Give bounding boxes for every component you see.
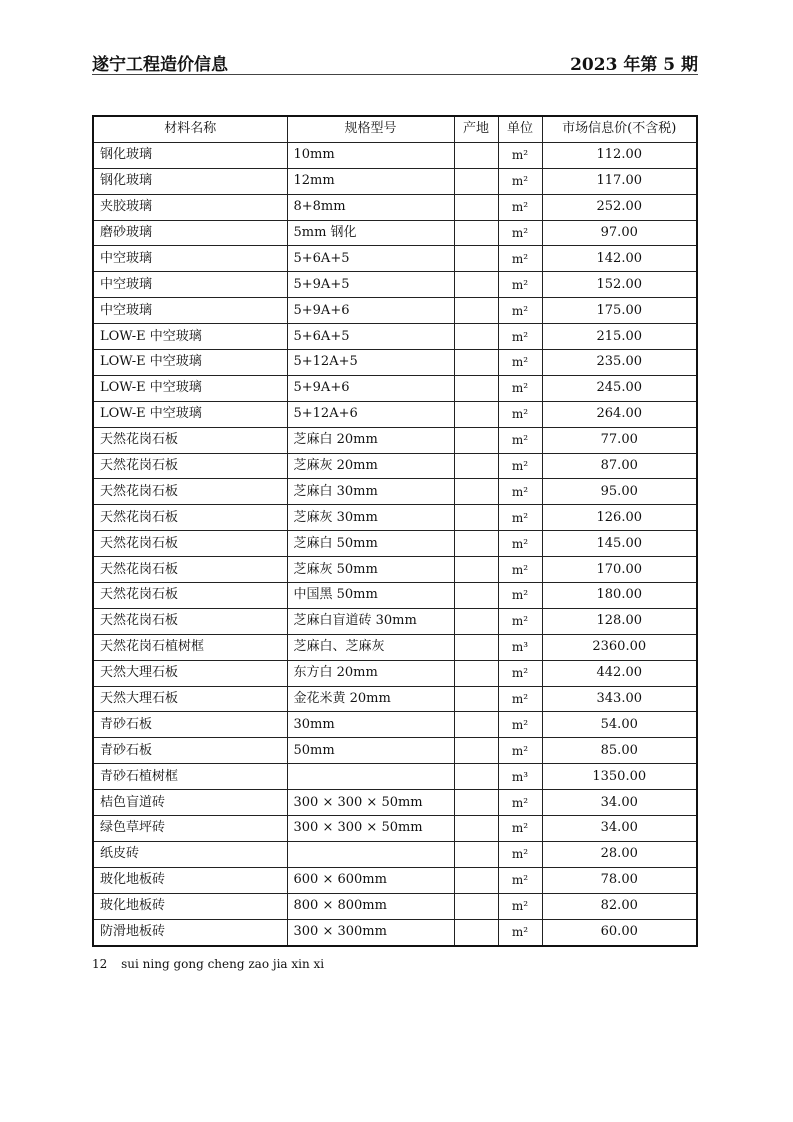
cell-unit: m² (498, 557, 542, 583)
cell-spec: 芝麻灰 30mm (287, 505, 454, 531)
cell-price: 78.00 (542, 867, 697, 893)
cell-price: 87.00 (542, 453, 697, 479)
table-row (93, 634, 697, 660)
cell-spec: 300 × 300 × 50mm (287, 790, 454, 816)
table-row (93, 790, 697, 816)
cell-origin (454, 298, 498, 324)
cell-material-name: 绿色草坪砖 (93, 816, 287, 842)
cell-spec (287, 764, 454, 790)
cell-price: 175.00 (542, 298, 697, 324)
cell-origin (454, 401, 498, 427)
table-row (93, 919, 697, 945)
cell-price: 170.00 (542, 557, 697, 583)
cell-material-name: 磨砂玻璃 (93, 220, 287, 246)
cell-unit: m² (498, 298, 542, 324)
table-row (93, 608, 697, 634)
cell-spec: 5+9A+6 (287, 298, 454, 324)
table-row (93, 298, 697, 324)
table-row (93, 220, 697, 246)
cell-spec (287, 841, 454, 867)
cell-price: 60.00 (542, 919, 697, 945)
page-footer (92, 957, 324, 971)
table-row (93, 401, 697, 427)
cell-material-name: 天然花岗石板 (93, 427, 287, 453)
cell-spec: 中国黑 50mm (287, 583, 454, 609)
cell-material-name: 天然大理石板 (93, 686, 287, 712)
cell-origin (454, 893, 498, 919)
cell-material-name: 防滑地板砖 (93, 919, 287, 945)
table-row (93, 142, 697, 168)
cell-origin (454, 660, 498, 686)
footer-text: sui ning gong cheng zao jia xin xi (121, 957, 325, 971)
cell-price: 28.00 (542, 841, 697, 867)
table-row (93, 531, 697, 557)
cell-price: 54.00 (542, 712, 697, 738)
cell-unit: m² (498, 816, 542, 842)
cell-spec: 8+8mm (287, 194, 454, 220)
cell-origin (454, 453, 498, 479)
cell-price: 215.00 (542, 324, 697, 350)
cell-origin (454, 531, 498, 557)
cell-unit: m² (498, 168, 542, 194)
cell-spec: 金花米黄 20mm (287, 686, 454, 712)
cell-spec: 50mm (287, 738, 454, 764)
cell-price: 112.00 (542, 142, 697, 168)
cell-spec: 600 × 600mm (287, 867, 454, 893)
cell-price: 145.00 (542, 531, 697, 557)
cell-spec: 5mm 钢化 (287, 220, 454, 246)
cell-material-name: 天然花岗石植树框 (93, 634, 287, 660)
cell-material-name: 桔色盲道砖 (93, 790, 287, 816)
cell-origin (454, 505, 498, 531)
cell-price: 252.00 (542, 194, 697, 220)
cell-origin (454, 841, 498, 867)
cell-price: 34.00 (542, 790, 697, 816)
cell-unit: m² (498, 738, 542, 764)
cell-price: 126.00 (542, 505, 697, 531)
table-row (93, 557, 697, 583)
cell-unit: m² (498, 583, 542, 609)
cell-unit: m² (498, 142, 542, 168)
cell-origin (454, 764, 498, 790)
cell-material-name: 天然大理石板 (93, 660, 287, 686)
column-header-spec: 规格型号 (287, 116, 454, 142)
table-row (93, 324, 697, 350)
cell-price: 245.00 (542, 375, 697, 401)
cell-spec: 5+6A+5 (287, 324, 454, 350)
cell-origin (454, 867, 498, 893)
table-row (93, 660, 697, 686)
cell-price: 82.00 (542, 893, 697, 919)
cell-unit: m² (498, 686, 542, 712)
cell-price: 77.00 (542, 427, 697, 453)
publication-title: 遂宁工程造价信息 (92, 55, 228, 75)
cell-origin (454, 427, 498, 453)
cell-unit: m² (498, 246, 542, 272)
cell-spec: 5+12A+6 (287, 401, 454, 427)
cell-material-name: 天然花岗石板 (93, 453, 287, 479)
cell-origin (454, 194, 498, 220)
cell-origin (454, 324, 498, 350)
cell-spec: 芝麻白、芝麻灰 (287, 634, 454, 660)
cell-unit: m² (498, 841, 542, 867)
table-row (93, 427, 697, 453)
cell-spec: 东方白 20mm (287, 660, 454, 686)
cell-material-name: 玻化地板砖 (93, 867, 287, 893)
cell-spec: 300 × 300mm (287, 919, 454, 945)
cell-unit: m² (498, 427, 542, 453)
cell-material-name: 天然花岗石板 (93, 479, 287, 505)
cell-origin (454, 479, 498, 505)
cell-origin (454, 816, 498, 842)
cell-origin (454, 686, 498, 712)
cell-price: 343.00 (542, 686, 697, 712)
cell-price: 264.00 (542, 401, 697, 427)
cell-price: 152.00 (542, 272, 697, 298)
cell-material-name: 中空玻璃 (93, 298, 287, 324)
cell-price: 235.00 (542, 350, 697, 376)
cell-origin (454, 350, 498, 376)
table-row (93, 583, 697, 609)
cell-material-name: 青砂石板 (93, 712, 287, 738)
cell-price: 117.00 (542, 168, 697, 194)
table-row (93, 867, 697, 893)
cell-unit: m² (498, 608, 542, 634)
table-row (93, 479, 697, 505)
cell-price: 180.00 (542, 583, 697, 609)
cell-material-name: LOW-E 中空玻璃 (93, 324, 287, 350)
cell-material-name: 玻化地板砖 (93, 893, 287, 919)
cell-spec: 5+9A+5 (287, 272, 454, 298)
cell-price: 128.00 (542, 608, 697, 634)
cell-unit: m² (498, 505, 542, 531)
cell-unit: m² (498, 272, 542, 298)
cell-price: 142.00 (542, 246, 697, 272)
cell-price: 34.00 (542, 816, 697, 842)
cell-material-name: 夹胶玻璃 (93, 194, 287, 220)
cell-unit: m² (498, 712, 542, 738)
page-header (92, 48, 698, 75)
cell-material-name: 钢化玻璃 (93, 168, 287, 194)
column-header-name: 材料名称 (93, 116, 287, 142)
cell-price: 2360.00 (542, 634, 697, 660)
table-row (93, 350, 697, 376)
cell-price: 95.00 (542, 479, 697, 505)
cell-origin (454, 220, 498, 246)
cell-origin (454, 246, 498, 272)
table-header-row (93, 116, 697, 142)
cell-origin (454, 919, 498, 945)
cell-unit: m² (498, 401, 542, 427)
cell-spec: 30mm (287, 712, 454, 738)
cell-material-name: 天然花岗石板 (93, 557, 287, 583)
cell-origin (454, 583, 498, 609)
table-row (93, 505, 697, 531)
cell-material-name: LOW-E 中空玻璃 (93, 350, 287, 376)
cell-spec: 芝麻白盲道砖 30mm (287, 608, 454, 634)
cell-material-name: 天然花岗石板 (93, 531, 287, 557)
cell-spec: 800 × 800mm (287, 893, 454, 919)
cell-origin (454, 790, 498, 816)
table-row (93, 168, 697, 194)
cell-unit: m² (498, 453, 542, 479)
cell-origin (454, 634, 498, 660)
cell-material-name: 青砂石板 (93, 738, 287, 764)
cell-spec: 芝麻白 50mm (287, 531, 454, 557)
table-row (93, 272, 697, 298)
cell-origin (454, 142, 498, 168)
cell-spec: 芝麻灰 50mm (287, 557, 454, 583)
table-row (93, 686, 697, 712)
cell-unit: m² (498, 790, 542, 816)
cell-unit: m² (498, 660, 542, 686)
cell-unit: m² (498, 531, 542, 557)
table-row (93, 712, 697, 738)
cell-price: 442.00 (542, 660, 697, 686)
table-row (93, 375, 697, 401)
cell-unit: m² (498, 220, 542, 246)
cell-origin (454, 168, 498, 194)
cell-unit: m² (498, 479, 542, 505)
cell-material-name: 天然花岗石板 (93, 505, 287, 531)
cell-material-name: 钢化玻璃 (93, 142, 287, 168)
cell-unit: m² (498, 893, 542, 919)
cell-unit: m³ (498, 634, 542, 660)
cell-unit: m² (498, 324, 542, 350)
column-header-unit: 单位 (498, 116, 542, 142)
column-header-price: 市场信息价(不含税) (542, 116, 697, 142)
cell-spec: 芝麻白 30mm (287, 479, 454, 505)
cell-spec: 5+6A+5 (287, 246, 454, 272)
cell-origin (454, 557, 498, 583)
cell-material-name: 天然花岗石板 (93, 583, 287, 609)
cell-price: 85.00 (542, 738, 697, 764)
table-row (93, 816, 697, 842)
cell-origin (454, 608, 498, 634)
cell-spec: 10mm (287, 142, 454, 168)
cell-material-name: 中空玻璃 (93, 246, 287, 272)
cell-origin (454, 375, 498, 401)
cell-unit: m² (498, 867, 542, 893)
cell-unit: m³ (498, 764, 542, 790)
cell-spec: 300 × 300 × 50mm (287, 816, 454, 842)
cell-material-name: LOW-E 中空玻璃 (93, 401, 287, 427)
cell-price: 1350.00 (542, 764, 697, 790)
cell-material-name: 青砂石植树框 (93, 764, 287, 790)
cell-spec: 5+12A+5 (287, 350, 454, 376)
cell-material-name: 中空玻璃 (93, 272, 287, 298)
cell-origin (454, 712, 498, 738)
cell-material-name: LOW-E 中空玻璃 (93, 375, 287, 401)
cell-unit: m² (498, 350, 542, 376)
table-row (93, 194, 697, 220)
cell-material-name: 天然花岗石板 (93, 608, 287, 634)
cell-spec: 芝麻灰 20mm (287, 453, 454, 479)
cell-unit: m² (498, 194, 542, 220)
cell-spec: 5+9A+6 (287, 375, 454, 401)
table-row (93, 893, 697, 919)
cell-origin (454, 738, 498, 764)
table-row (93, 764, 697, 790)
cell-spec: 12mm (287, 168, 454, 194)
cell-unit: m² (498, 919, 542, 945)
page-number: 12 (92, 957, 108, 971)
cell-spec: 芝麻白 20mm (287, 427, 454, 453)
issue-label: 2023 年第 5 期 (570, 55, 698, 75)
cell-material-name: 纸皮砖 (93, 841, 287, 867)
cell-unit: m² (498, 375, 542, 401)
cell-price: 97.00 (542, 220, 697, 246)
table-row (93, 841, 697, 867)
cell-origin (454, 272, 498, 298)
table-row (93, 246, 697, 272)
table-row (93, 738, 697, 764)
table-row (93, 453, 697, 479)
column-header-origin: 产地 (454, 116, 498, 142)
price-table (92, 115, 698, 947)
